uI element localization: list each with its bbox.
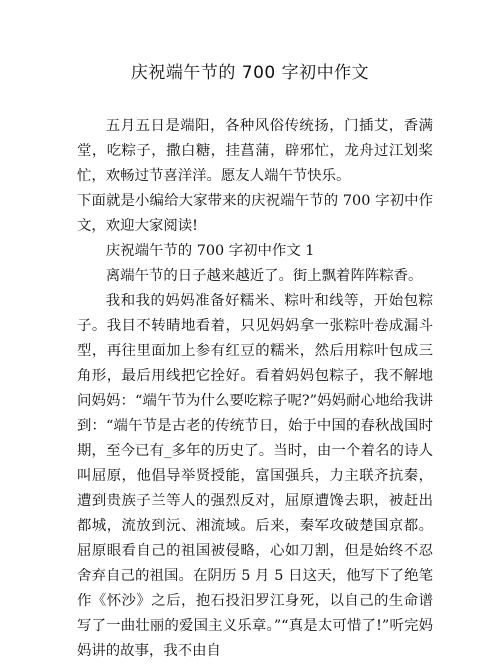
paragraph-essay-opening: 离端午节的日子越来越近了。街上飘着阵阵粽香。 <box>105 268 423 284</box>
document-body <box>77 114 433 664</box>
essay-heading: 庆祝端午节的 700 字初中作文 1 <box>105 243 315 259</box>
paragraph-greeting: 五月五日是端阳，各种风俗传统扬，门插艾，香满堂，吃粽子，撒白糖，挂菖蒲，辟邪忙，龙舟过江划桨忙，欢畅过节喜洋洋。愿友人端午节快乐。 <box>77 118 433 184</box>
paragraph-essay-story: 我和我的妈妈准备好糯米、粽叶和线等，开始包粽子。我目不转睛地看着，只见妈妈拿一张粽叶卷成漏斗型，再往里面加上参有红豆的糯米，然后用粽叶包成三角形，最后用线把它拴好。看着妈妈包粽子，我不解地问妈妈：“端午节为什么要吃粽子呢?”妈妈耐心地给我讲到：“端午节是古老的传统节日，始于中国的春秋战国时期，至今已有_多年的历史了。当时，由一个着名的诗人叫屈原，他倡导举贤授能，富国强兵，力主联齐抗秦，遭到贵族子兰等人的强烈反对，屈原遭馋去职，被赶出都城，流放到沅、湘流域。后来，秦军攻破楚国京都。屈原眼看自己的祖国被侵略，心如刀割，但是始终不忍舍弃自己的祖国。在阴历 5 月 5 日这天，他写下了绝笔作《怀沙》之后，抱石投汨罗江身死，以自己的生命谱写了一曲壮丽的爱国主义乐章。”“真是太可惜了!”听完妈妈讲的故事，我不由自 <box>77 293 433 659</box>
paragraph-intro: 下面就是小编给大家带来的庆祝端午节的 700 字初中作文，欢迎大家阅读! <box>77 193 433 234</box>
document-title: 庆祝端午节的 700 字初中作文 <box>130 63 370 83</box>
